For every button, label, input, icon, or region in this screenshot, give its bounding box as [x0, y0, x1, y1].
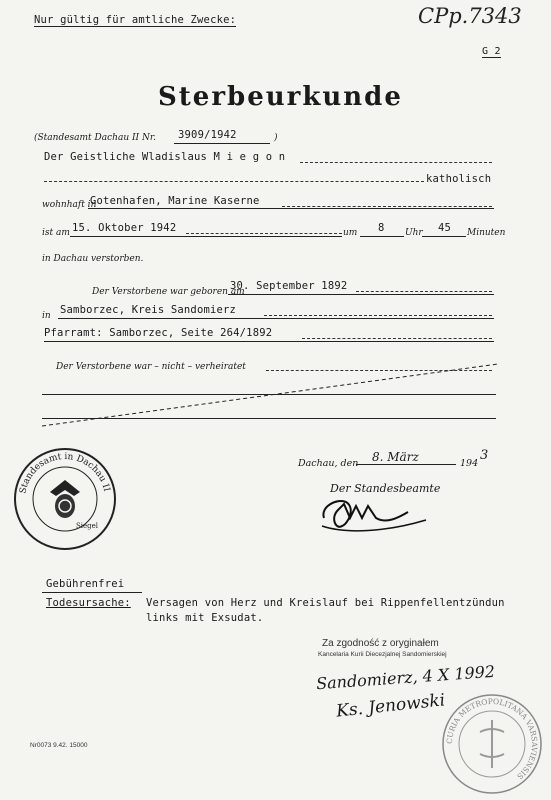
curia-stamp [440, 692, 544, 796]
validity-note: Nur gültig für amtliche Zwecke: [34, 14, 237, 26]
registry-prefix: (Standesamt Dachau II Nr. [34, 133, 157, 143]
minute-label: Minuten [467, 228, 506, 238]
birth-place: Samborzec, Kreis Sandomierz [60, 304, 237, 316]
archive-number: CPp.7343 [418, 4, 522, 28]
residence: Gotenhafen, Marine Kaserne [90, 195, 260, 207]
year-prefix: 194 [460, 458, 479, 469]
curia-stamp-text: CURIA METROPOLITANA VARSAVIENSIS [444, 696, 540, 781]
deceased-name: Der Geistliche Wladislaus M i e g o n [44, 151, 286, 163]
death-hour: 8 [378, 222, 385, 234]
official-title: Der Standesbeamte [330, 482, 441, 495]
official-signature [316, 478, 436, 538]
seal-text: Standesamt in Dachau II [18, 451, 112, 495]
certification-stamp-line-2: Kancelaria Kurii Diecezjalnej Sandomierskiej [318, 651, 447, 658]
birth-parish: Pfarramt: Samborzec, Seite 264/1892 [44, 327, 273, 339]
year-suffix: 3 [480, 448, 489, 463]
registry-suffix: ) [274, 133, 278, 143]
marital-label: Der Verstorbene war – nicht – verheiratet [56, 362, 246, 372]
registry-number: 3909/1942 [178, 129, 237, 141]
religion: katholisch [426, 173, 492, 185]
issue-date: 8. März [372, 450, 419, 464]
certification-handwritten-date: Sandomierz, 4 X 1992 [315, 661, 496, 694]
cause-line-1: Versagen von Herz und Kreislauf bei Rippenfellentzündun [146, 597, 505, 609]
print-code: Nr0073 9.42. 15000 [30, 742, 88, 749]
certification-stamp-line-1: Za zgodność z oryginałem [322, 638, 439, 649]
fees-label: Gebührenfrei [46, 578, 125, 590]
document-title: Sterbeurkunde [158, 82, 403, 112]
residence-label: wohnhaft in [42, 200, 97, 210]
death-place: in Dachau verstorben. [42, 254, 144, 264]
cause-line-2: links mit Exsudat. [146, 612, 264, 624]
death-date-label: ist am [42, 228, 70, 238]
certification-signature: Ks. Jenowski [335, 690, 447, 722]
cause-label: Todesursache: [46, 597, 131, 609]
form-code: G 2 [482, 46, 501, 57]
birth-place-label: in [42, 311, 51, 321]
death-date: 15. Oktober 1942 [72, 222, 177, 234]
birth-label: Der Verstorbene war geboren am [92, 287, 245, 297]
cross-out-line [40, 360, 500, 430]
registry-seal [10, 444, 120, 554]
hour-label: Uhr [405, 228, 423, 238]
seal-bottom-text: Siegel [76, 522, 99, 530]
place-date-prefix: Dachau, den [298, 458, 359, 469]
death-minute: 45 [438, 222, 452, 234]
time-label: um [343, 228, 358, 238]
birth-date: 30. September 1892 [230, 280, 348, 292]
